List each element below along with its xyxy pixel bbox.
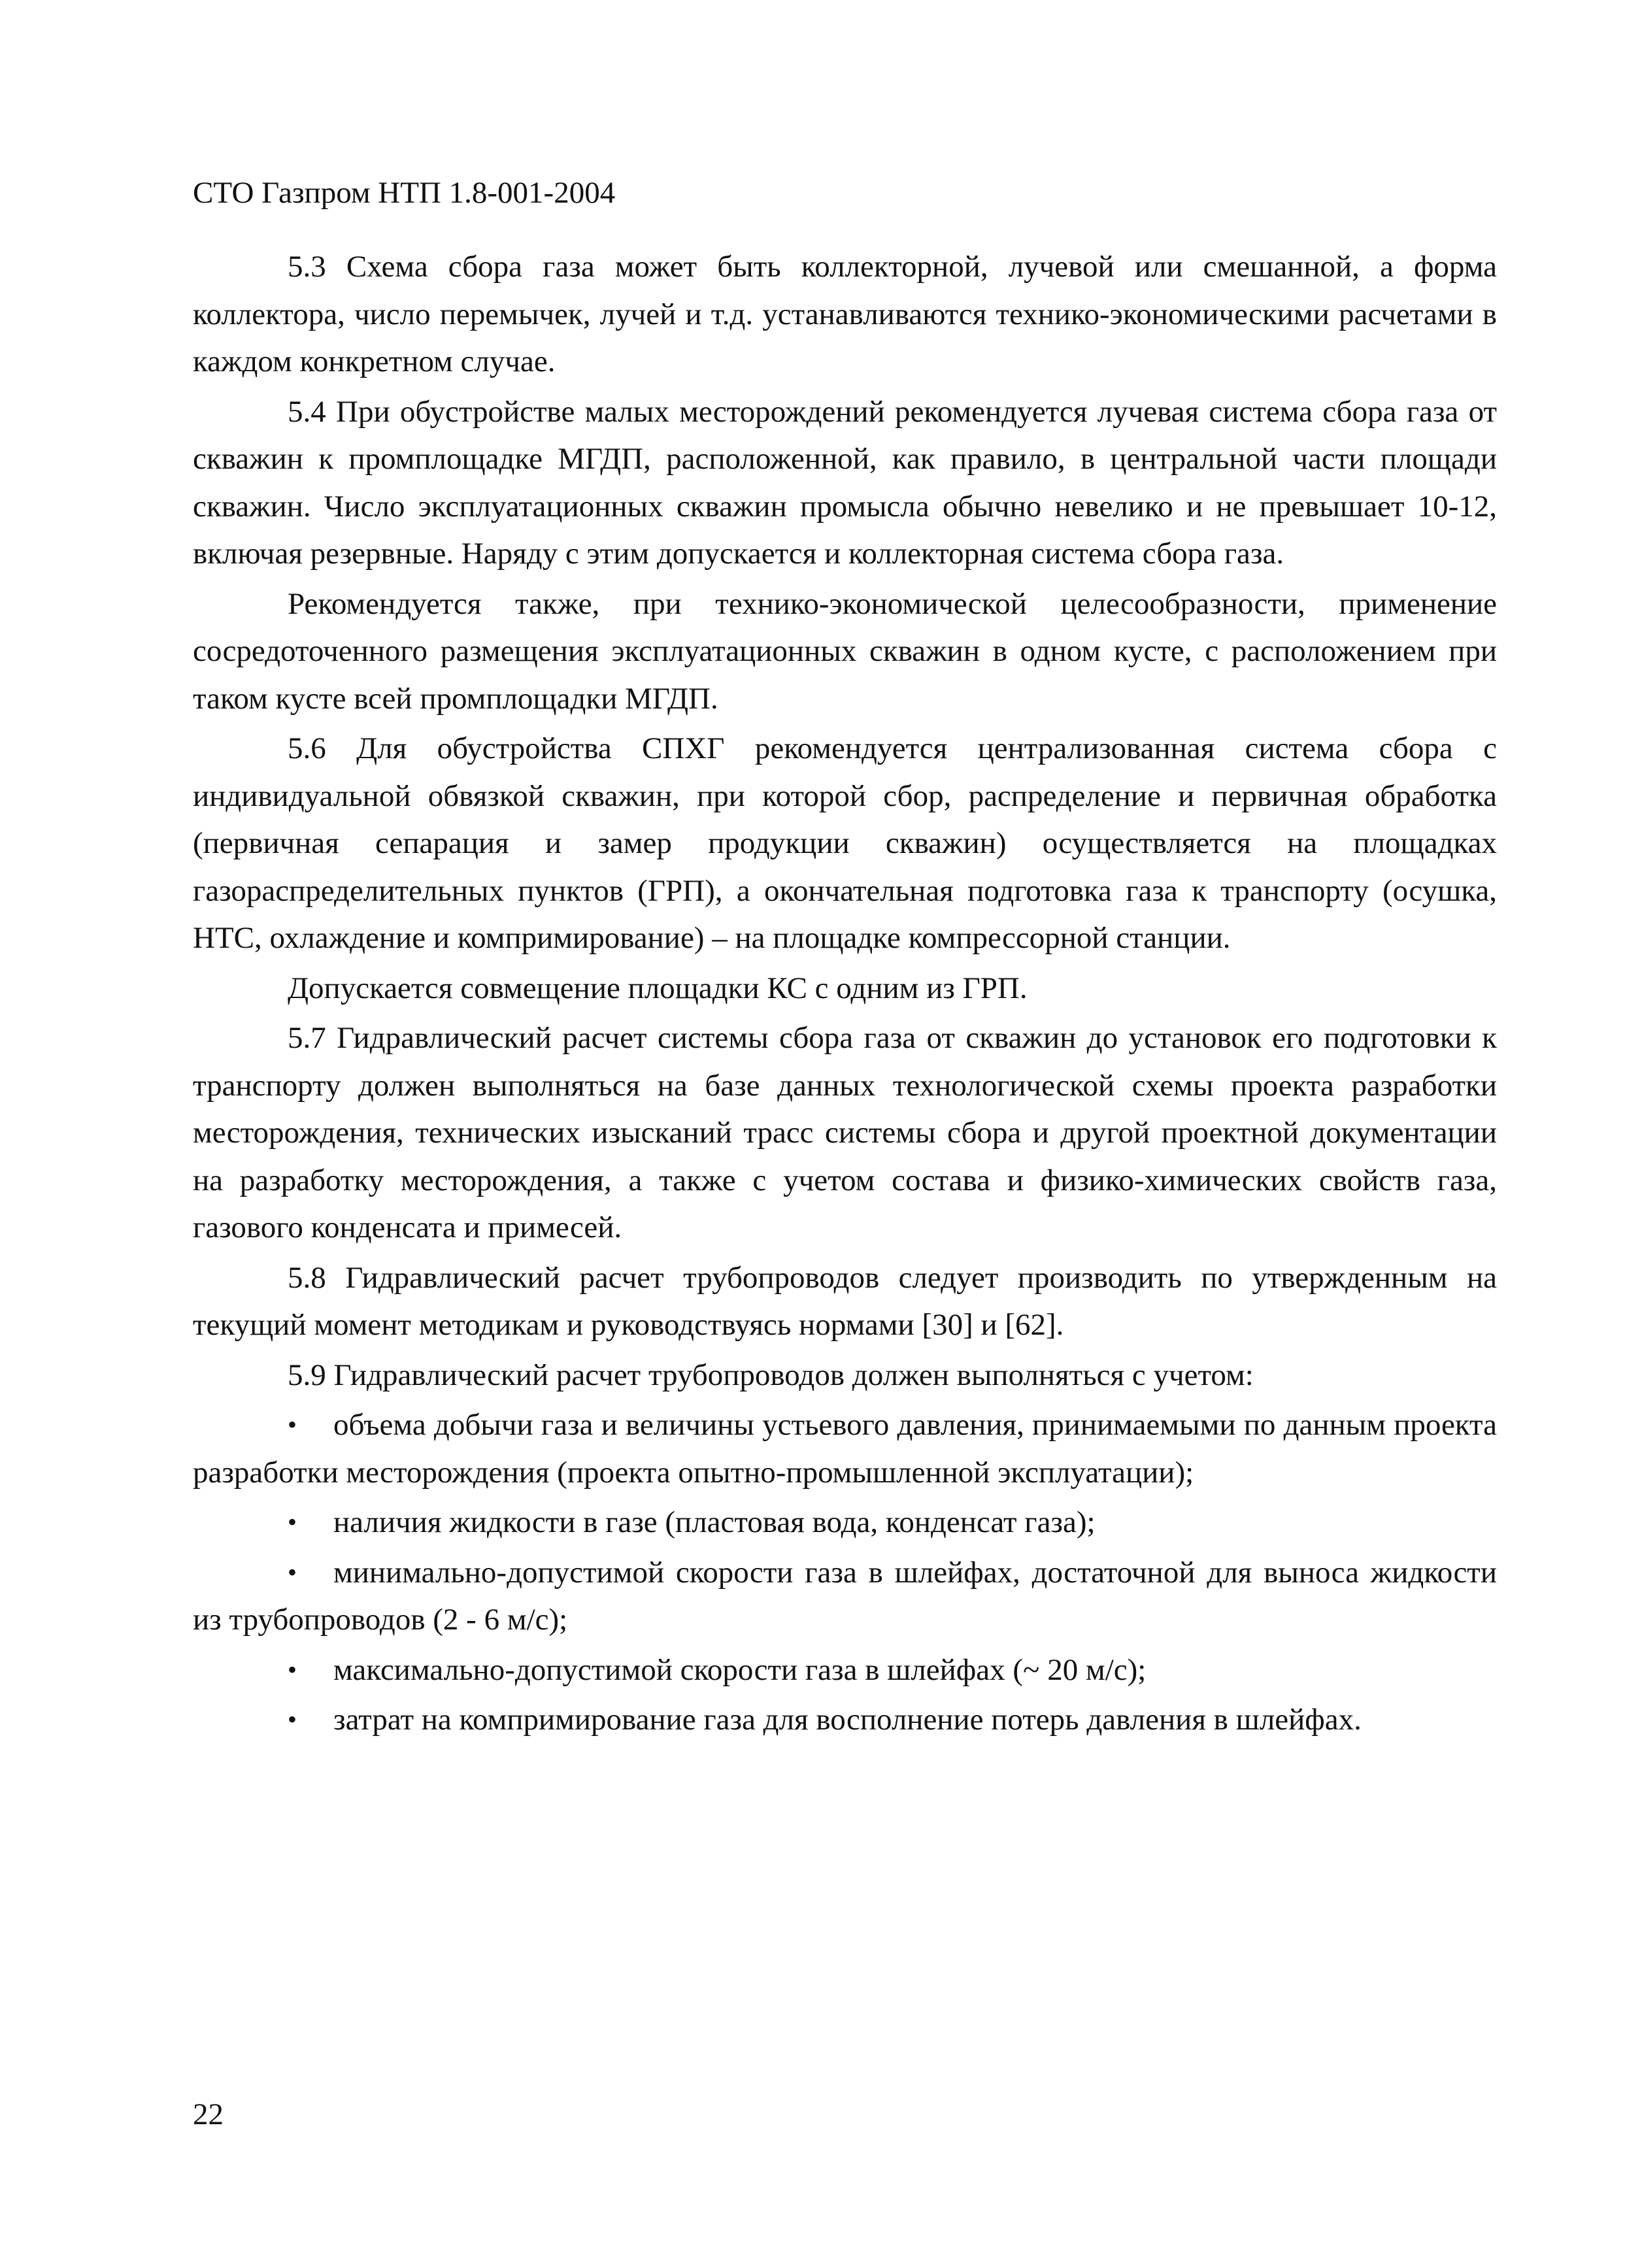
- bullet-text: затрат на компримирование газа для восполнение потерь давления в шлейфах.: [333, 1703, 1362, 1737]
- bullet-icon: •: [288, 1507, 297, 1537]
- document-body: [193, 243, 1497, 1746]
- paragraph-5-6: 5.6 Для обустройства СПХГ рекомендуется централизованная система сбора с индивидуальной обвязкой скважин, при которой сбор, распределение и первичная обработка (первичная сепарация и замер продукции скважин) осуществляется на площадках газораспределительных пунктов (ГРП), а окончательная подготовка газа к транспорту (осушка, НТС, охлаждение и компримирование) – на площадке компрессорной станции.: [193, 731, 1497, 955]
- bullet-icon: •: [288, 1705, 297, 1734]
- paragraph-5-7: 5.7 Гидравлический расчет системы сбора газа от скважин до установок его подготовки к транспорту должен выполняться на базе данных технологической схемы проекта разработки месторождения, технических изысканий трасс системы сбора и другой проектной документации на разработку месторождения, а также с учетом состава и физико-химических свойств газа, газового конденсата и примесей.: [193, 1021, 1497, 1244]
- paragraph-5-9: 5.9 Гидравлический расчет трубопроводов должен выполняться с учетом:: [288, 1358, 1254, 1392]
- bullet-text: минимально-допустимой скорости газа в шлейфах, достаточной для выноса жидкости из трубопроводов (2 - 6 м/с);: [193, 1555, 1497, 1637]
- paragraph-5-4-recommendation: Рекомендуется также, при технико-экономической целесообразности, применение сосредоточенного размещения эксплуатационных скважин в одном кусте, с расположением при таком кусте всей промплощадки МГДП.: [193, 586, 1497, 716]
- bullet-item: [193, 1646, 1497, 1694]
- document-header: СТО Газпром НТП 1.8-001-2004: [193, 176, 616, 210]
- bullet-item: [193, 1549, 1497, 1644]
- bullet-icon: •: [288, 1654, 297, 1684]
- bullet-icon: •: [288, 1557, 297, 1587]
- page-number: 22: [193, 2097, 224, 2131]
- bullet-item: [193, 1696, 1497, 1744]
- bullet-icon: •: [288, 1410, 297, 1439]
- paragraph-5-4: 5.4 При обустройстве малых месторождений рекомендуется лучевая система сбора газа от скважин к промплощадке МГДП, расположенной, как правило, в центральной части площади скважин. Число эксплуатационных скважин промысла обычно невелико и не превышает 10-12, включая резервные. Наряду с этим допускается и коллекторная система сбора газа.: [193, 394, 1497, 571]
- bullet-item: [193, 1499, 1497, 1546]
- paragraph-5-8: 5.8 Гидравлический расчет трубопроводов следует производить по утвержденным на текущий момент методикам и руководствуясь нормами [30] и [62].: [193, 1260, 1497, 1342]
- bullet-text: объема добычи газа и величины устьевого давления, принимаемыми по данным проекта разработки месторождения (проекта опытно-промышленной эксплуатации);: [193, 1408, 1497, 1490]
- bullet-item: [193, 1401, 1497, 1496]
- bullet-text: максимально-допустимой скорости газа в шлейфах (~ 20 м/с);: [333, 1652, 1147, 1687]
- paragraph-5-3: 5.3 Схема сбора газа может быть коллекторной, лучевой или смешанной, а форма коллектора, число перемычек, лучей и т.д. устанавливаются технико-экономическими расчетами в каждом конкретном случае.: [193, 250, 1497, 378]
- paragraph-5-6-note: Допускается совмещение площадки КС с одним из ГРП.: [288, 971, 1028, 1005]
- bullet-text: наличия жидкости в газе (пластовая вода, конденсат газа);: [333, 1505, 1096, 1539]
